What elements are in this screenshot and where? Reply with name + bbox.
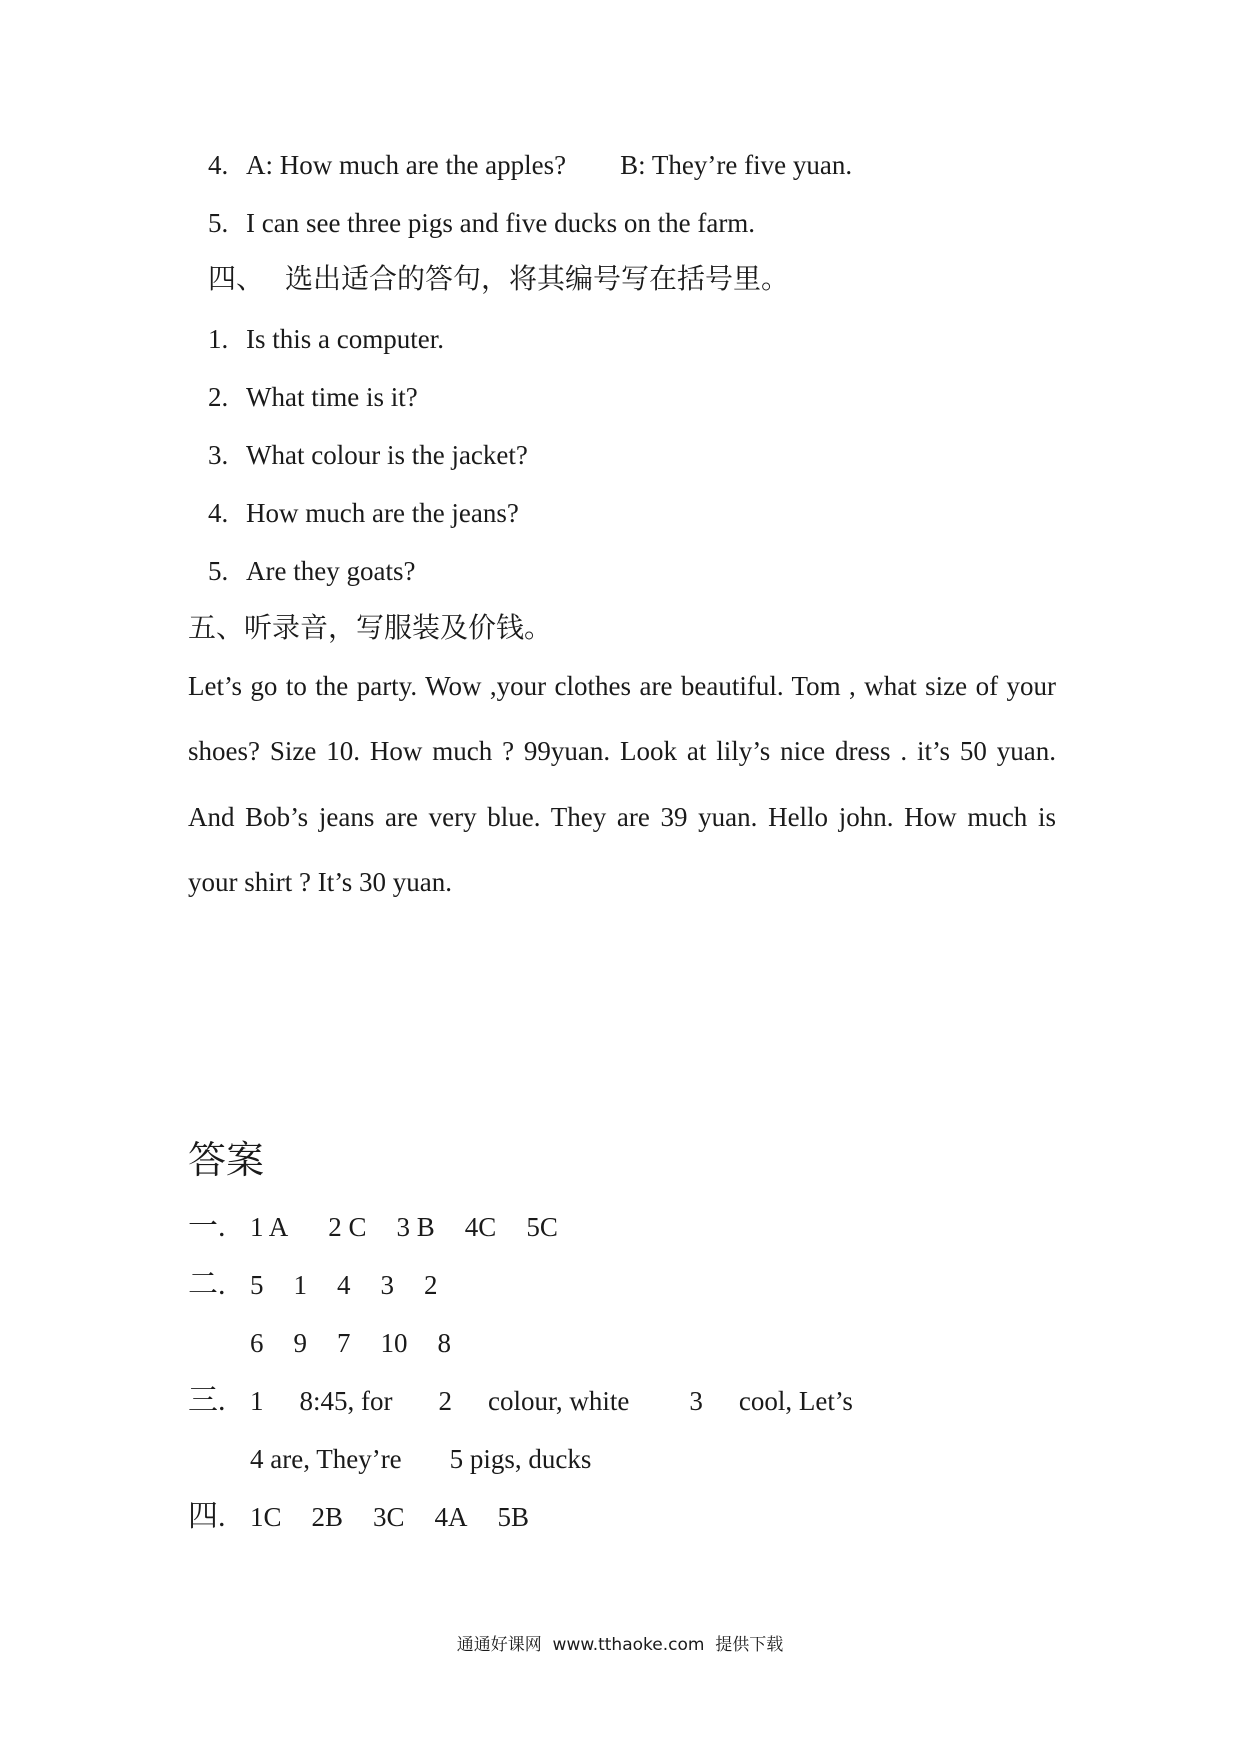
- listening-paragraph: Let’s go to the party. Wow ,your clothes are beautiful. Tom , what size of your shoes? Size 10. How much ? 99yuan. Look at lily’s nice dress . it’s 50 yuan. And Bob’s jeans are very blue. They are 39 yuan. Hello john. How much is your shirt ? It’s 30 yuan.: [188, 671, 1056, 897]
- answer-cell: 9: [293, 1328, 307, 1358]
- answer-cell: 1: [293, 1270, 307, 1300]
- question-line: [208, 322, 444, 356]
- question-number: 4.: [208, 498, 229, 528]
- answer-row: [188, 1210, 558, 1244]
- section-5-title: 五、听录音，写服装及价钱。: [188, 613, 553, 644]
- answer-cell: 5 pigs, ducks: [449, 1444, 592, 1474]
- question-text: What colour is the jacket?: [246, 440, 528, 470]
- question-text: A: How much are the apples?: [246, 150, 567, 180]
- answer-cell: cool, Let’s: [738, 1386, 853, 1416]
- answer-row: [188, 1326, 451, 1360]
- answer-cell: 10: [380, 1328, 408, 1358]
- answer-cell: 4 are, They’re: [250, 1444, 402, 1474]
- answer-cell: 5C: [526, 1212, 558, 1242]
- answer-row: [188, 1500, 529, 1534]
- answer-cell: 8: [437, 1328, 451, 1358]
- answer-cell: 1C: [250, 1502, 282, 1532]
- question-number: 3.: [208, 440, 229, 470]
- answer-cell: 2 C: [328, 1212, 367, 1242]
- answer-cell: 1: [250, 1386, 264, 1416]
- answer-label: 一.: [188, 1210, 226, 1243]
- question-number: 5.: [208, 208, 229, 238]
- answer-cell: 3: [689, 1386, 703, 1416]
- question-line: [208, 554, 415, 588]
- question-line: [208, 380, 418, 414]
- answer-cell: 3C: [373, 1502, 405, 1532]
- answer-cell: 3: [380, 1270, 394, 1300]
- answer-cell: 2: [438, 1386, 452, 1416]
- question-line: [208, 496, 519, 530]
- answer-cell: 4C: [464, 1212, 497, 1242]
- question-number: 2.: [208, 382, 229, 412]
- answer-cell: 6: [250, 1328, 264, 1358]
- answer-cell: colour, white: [487, 1386, 630, 1416]
- question-line: [208, 148, 852, 182]
- answer-cell: 4: [337, 1270, 351, 1300]
- question-line: [208, 438, 528, 472]
- answer-label: 四.: [188, 1500, 226, 1533]
- answers-heading: 答案: [188, 1138, 265, 1182]
- answer-cell: 1 A: [250, 1212, 289, 1242]
- answer-row: [188, 1442, 591, 1476]
- question-text: What time is it?: [246, 382, 418, 412]
- answer-cell: 5: [250, 1270, 264, 1300]
- section-4-title: 四、 选出适合的答句，将其编号写在括号里。: [208, 264, 790, 295]
- question-text: Is this a computer.: [246, 324, 444, 354]
- answer-cell: 2: [424, 1270, 438, 1300]
- question-text: Are they goats?: [246, 556, 416, 586]
- question-line: [208, 206, 755, 240]
- answer-cell: 3 B: [396, 1212, 435, 1242]
- answer-row: [188, 1384, 853, 1418]
- question-text: How much are the jeans?: [246, 498, 519, 528]
- answer-row: [188, 1268, 438, 1302]
- answer-cell: 7: [337, 1328, 351, 1358]
- question-text: I can see three pigs and five ducks on the farm.: [246, 208, 756, 238]
- answer-label: 三.: [188, 1384, 226, 1417]
- page-footer: 通通好课网 www.tthaoke.com 提供下载: [456, 1635, 784, 1655]
- answer-cell: 4A: [434, 1502, 468, 1532]
- answer-cell: 2B: [311, 1502, 344, 1532]
- question-number: 1.: [208, 324, 229, 354]
- answer-label: 二.: [188, 1268, 226, 1301]
- answer-cell: 5B: [497, 1502, 530, 1532]
- question-text-b: B: They’re five yuan.: [620, 150, 853, 180]
- question-number: 4.: [208, 150, 229, 180]
- answer-cell: 8:45, for: [299, 1386, 393, 1416]
- question-number: 5.: [208, 556, 229, 586]
